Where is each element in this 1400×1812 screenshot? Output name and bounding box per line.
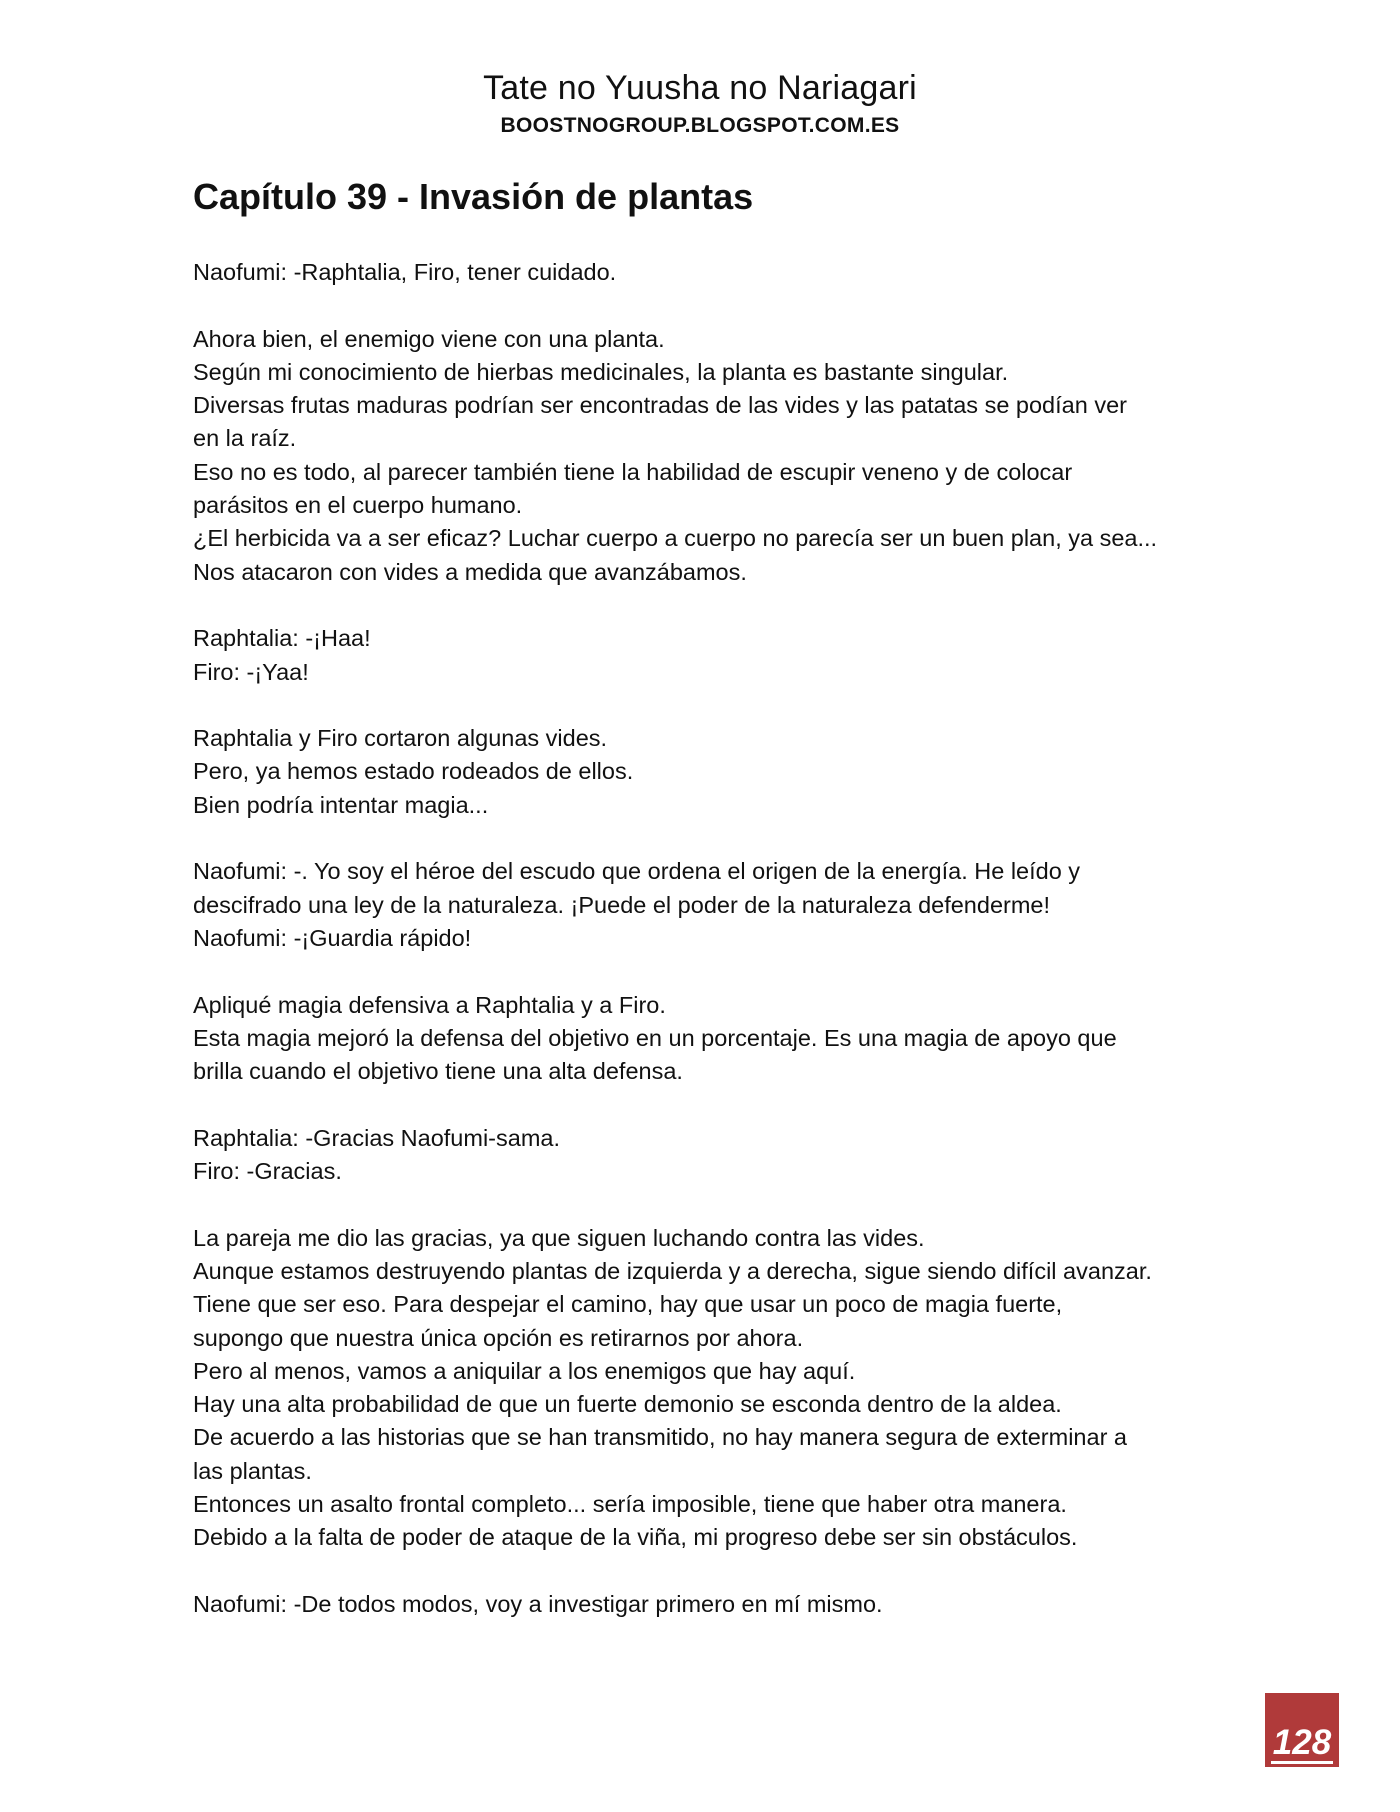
paragraph <box>193 855 1223 955</box>
text-line: Diversas frutas maduras podrían ser encontradas de las vides y las patatas se podían ver <box>193 392 1127 419</box>
page-number: 128 <box>1272 1723 1332 1762</box>
text-line: Pero al menos, vamos a aniquilar a los enemigos que hay aquí. <box>193 1357 856 1384</box>
text-line: Ahora bien, el enemigo viene con una planta. <box>193 325 665 352</box>
chapter-body <box>193 256 1223 1654</box>
text-line: Tiene que ser eso. Para despejar el camino, hay que usar un poco de magia fuerte, <box>193 1291 1063 1318</box>
book-title: Tate no Yuusha no Nariagari <box>483 69 917 107</box>
paragraph <box>193 256 1223 289</box>
text-line: Pero, ya hemos estado rodeados de ellos. <box>193 758 634 785</box>
text-line: supongo que nuestra única opción es retirarnos por ahora. <box>193 1324 804 1351</box>
text-line: Bien podría intentar magia... <box>193 791 489 818</box>
paragraph <box>193 1122 1223 1189</box>
text-line: Nos atacaron con vides a medida que avanzábamos. <box>193 558 747 585</box>
text-line: Naofumi: -De todos modos, voy a investigar primero en mí mismo. <box>193 1590 883 1617</box>
text-line: Raphtalia: -Gracias Naofumi-sama. <box>193 1124 560 1151</box>
text-line: Raphtalia y Firo cortaron algunas vides. <box>193 725 608 752</box>
text-line: La pareja me dio las gracias, ya que siguen luchando contra las vides. <box>193 1224 925 1251</box>
text-line: Entonces un asalto frontal completo... sería imposible, tiene que haber otra manera. <box>193 1490 1067 1517</box>
paragraph <box>193 323 1223 589</box>
text-line: Aunque estamos destruyendo plantas de izquierda y a derecha, sigue siendo difícil avanzar. <box>193 1257 1152 1284</box>
text-line: Esta magia mejoró la defensa del objetivo en un porcentaje. Es una magia de apoyo que <box>193 1024 1117 1051</box>
text-line: en la raíz. <box>193 425 297 452</box>
paragraph <box>193 622 1223 689</box>
paragraph <box>193 1222 1223 1555</box>
paragraph <box>193 989 1223 1089</box>
text-line: las plantas. <box>193 1457 312 1484</box>
text-line: Hay una alta probabilidad de que un fuerte demonio se esconda dentro de la aldea. <box>193 1391 1062 1418</box>
paragraph <box>193 722 1223 822</box>
paragraph <box>193 1588 1223 1621</box>
text-line: parásitos en el cuerpo humano. <box>193 492 523 519</box>
source-site: BOOSTNOGROUP.BLOGSPOT.COM.ES <box>500 114 900 137</box>
page-header <box>0 66 1400 140</box>
text-line: ¿El herbicida va a ser eficaz? Luchar cuerpo a cuerpo no parecía ser un buen plan, ya sea... <box>193 525 1158 552</box>
text-line: Raphtalia: -¡Haa! <box>193 625 371 652</box>
text-line: Debido a la falta de poder de ataque de la viña, mi progreso debe ser sin obstáculos. <box>193 1524 1078 1551</box>
text-line: De acuerdo a las historias que se han transmitido, no hay manera segura de exterminar a <box>193 1424 1127 1451</box>
text-line: Eso no es todo, al parecer también tiene la habilidad de escupir veneno y de colocar <box>193 458 1073 485</box>
text-line: Firo: -Gracias. <box>193 1158 342 1185</box>
text-line: Firo: -¡Yaa! <box>193 658 309 685</box>
chapter-title: Capítulo 39 - Invasión de plantas <box>193 176 754 217</box>
text-line: Según mi conocimiento de hierbas medicinales, la planta es bastante singular. <box>193 358 1009 385</box>
text-line: Naofumi: -Raphtalia, Firo, tener cuidado. <box>193 259 617 285</box>
page-number-badge <box>1265 1693 1339 1767</box>
text-line: brilla cuando el objetivo tiene una alta defensa. <box>193 1058 683 1085</box>
text-line: Naofumi: -¡Guardia rápido! <box>193 924 472 951</box>
text-line: descifrado una ley de la naturaleza. ¡Puede el poder de la naturaleza defenderme! <box>193 891 1051 918</box>
text-line: Apliqué magia defensiva a Raphtalia y a Firo. <box>193 991 666 1018</box>
text-line: Naofumi: -. Yo soy el héroe del escudo que ordena el origen de la energía. He leído y <box>193 858 1081 885</box>
